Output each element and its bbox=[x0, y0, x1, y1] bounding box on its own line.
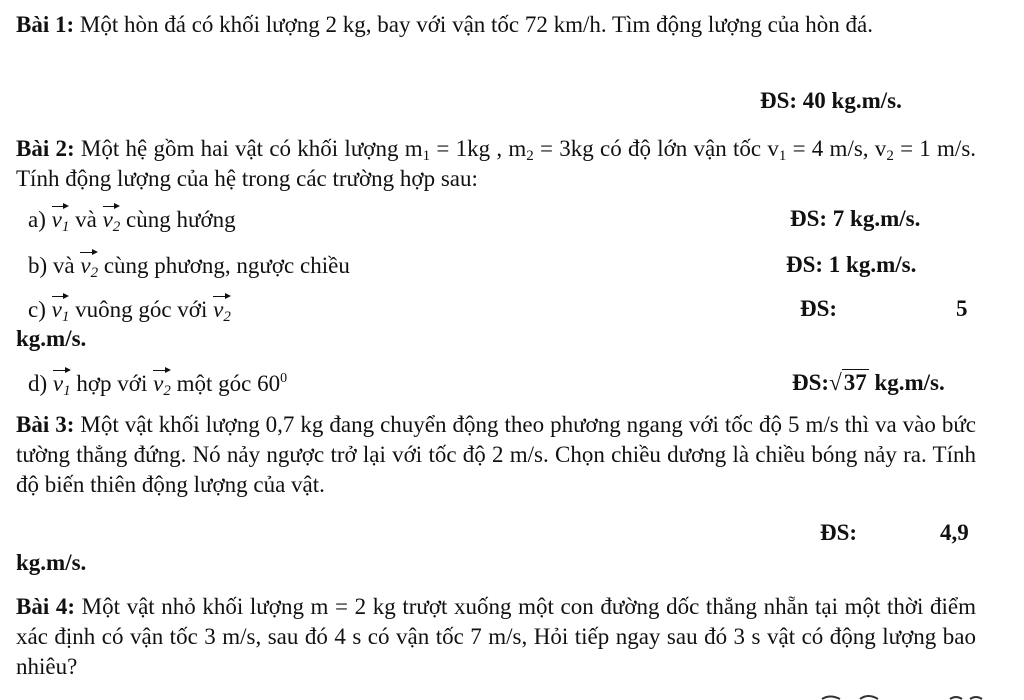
vector-v1: $v_1$ bbox=[53, 368, 71, 394]
sub-m1: 1 bbox=[422, 148, 431, 164]
vector-v2: $v_2$ bbox=[213, 294, 231, 320]
item-c-pre: c) bbox=[28, 297, 52, 322]
item-b bbox=[28, 250, 350, 281]
problem-2-text-4: = 4 m/s, v bbox=[786, 136, 887, 161]
vector-v2: $v_2$ bbox=[103, 204, 121, 230]
item-b-pre: b) và bbox=[28, 253, 81, 278]
degree-superscript: 0 bbox=[280, 371, 288, 386]
item-a-answer: ĐS: 7 kg.m/s. bbox=[790, 206, 921, 231]
item-c-answer-value: 5 bbox=[956, 296, 968, 321]
cropped-text-fragment bbox=[820, 692, 1000, 700]
sqrt-symbol: √37 bbox=[829, 370, 867, 395]
item-d bbox=[28, 368, 287, 399]
problem-3-answer-label: ĐS: bbox=[820, 520, 858, 545]
item-a-mid: và bbox=[69, 207, 103, 232]
sub-m2: 2 bbox=[526, 148, 534, 164]
problem-1-answer: ĐS: 40 kg.m/s. bbox=[760, 88, 902, 113]
problem-3-answer-unit: kg.m/s. bbox=[16, 550, 87, 575]
problem-2-label: Bài 2: bbox=[16, 136, 75, 161]
problem-3-answer-value: 4,9 bbox=[940, 520, 969, 545]
item-d-pre: d) bbox=[28, 371, 53, 396]
item-a-pre: a) bbox=[28, 207, 52, 232]
problem-1-text: Một hòn đá có khối lượng 2 kg, bay với vận tốc 72 km/h. Tìm động lượng của hòn đá. bbox=[79, 12, 873, 37]
item-c-answer-label: ĐS: bbox=[800, 296, 838, 321]
item-c-answer-unit: kg.m/s. bbox=[16, 326, 87, 351]
item-d-answer-label: ĐS: bbox=[792, 370, 830, 395]
problem-2-text-3: = 3kg có độ lớn vận tốc v bbox=[533, 136, 779, 161]
sub-v2: 2 bbox=[886, 148, 894, 164]
sqrt-radicand: 37 bbox=[843, 370, 867, 395]
item-d-answer bbox=[792, 368, 945, 398]
problem-2-text-5: = 1 m/s. Tính động lượng của hệ trong các trường hợp sau: bbox=[16, 136, 977, 191]
problem-3-label: Bài 3: bbox=[16, 412, 75, 437]
vector-v1: $v_1$ bbox=[52, 204, 70, 230]
item-a-post: cùng hướng bbox=[120, 207, 236, 232]
item-d-answer-unit: kg.m/s. bbox=[868, 370, 945, 395]
vector-v2: $v_2$ bbox=[153, 368, 171, 394]
item-d-post: một góc 60 bbox=[170, 371, 281, 396]
vector-v2: $v_2$ bbox=[80, 250, 98, 276]
problem-2-text-2: = 1kg , m bbox=[430, 136, 527, 161]
item-a bbox=[28, 204, 236, 235]
problem-3 bbox=[16, 410, 976, 500]
problem-2-text-1: Một hệ gồm hai vật có khối lượng m bbox=[80, 136, 423, 161]
item-b-post: cùng phương, ngược chiều bbox=[98, 253, 350, 278]
problem-1-label: Bài 1: bbox=[16, 12, 75, 37]
problem-2 bbox=[16, 134, 976, 194]
item-c bbox=[28, 294, 231, 325]
problem-4-label: Bài 4: bbox=[16, 594, 76, 619]
problem-1 bbox=[16, 10, 976, 40]
vector-v1: $v_1$ bbox=[52, 294, 70, 320]
problem-4 bbox=[16, 592, 976, 682]
item-b-answer: ĐS: 1 kg.m/s. bbox=[786, 252, 917, 277]
item-c-mid: vuông góc với bbox=[69, 297, 214, 322]
sub-v1: 1 bbox=[778, 148, 787, 164]
item-d-mid: hợp với bbox=[70, 371, 154, 396]
problem-3-text: Một vật khối lượng 0,7 kg đang chuyển động theo phương ngang với tốc độ 5 m/s thì va vào bức tường thẳng đứng. Nó nảy ngược trở lại với tốc độ 2 m/s. Chọn chiều dương là chiều bóng nảy ra. Tính độ biến thiên động lượng của vật. bbox=[16, 412, 977, 497]
problem-4-text: Một vật nhỏ khối lượng m = 2 kg trượt xuống một con đường dốc thẳng nhẵn tại một thời điểm xác định có vận tốc 3 m/s, sau đó 4 s có vận tốc 7 m/s, Hỏi tiếp ngay sau đó 3 s vật có động lượng bao nhiêu? bbox=[16, 594, 977, 679]
